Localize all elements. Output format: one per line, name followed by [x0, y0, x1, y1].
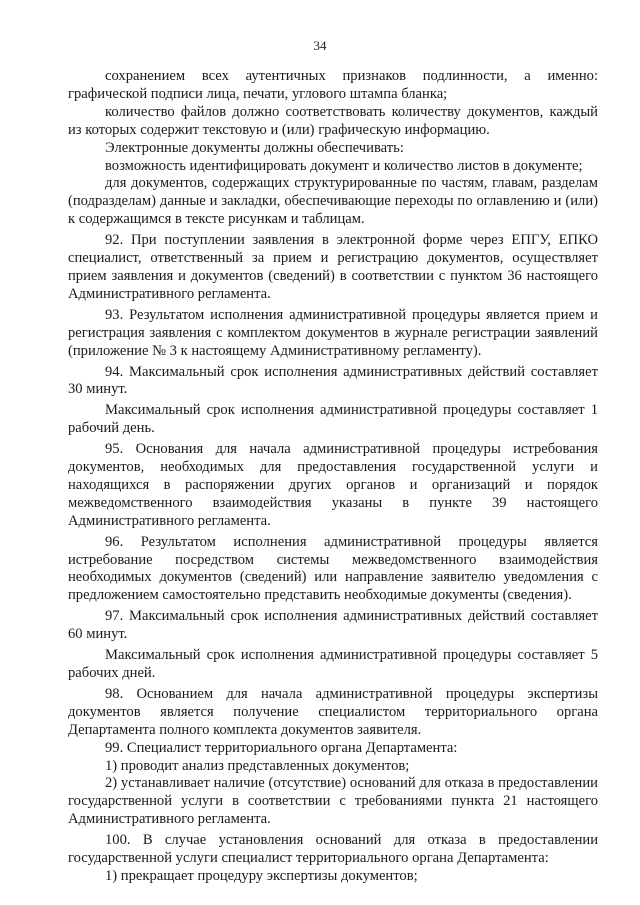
paragraph-file-count: количество файлов должно соответствовать количеству документов, каждый из которых содержит текстовую и (или) графическую информацию.: [68, 103, 598, 138]
paragraph-structured-documents: для документов, содержащих структурированные по частям, главам, разделам (подразделам) данные и закладки, обеспечивающие переходы по оглавлению и (или) к содержащимся в тексте рисункам и таблицам.: [68, 175, 598, 228]
paragraph-item-100: 100. В случае установления оснований для отказа в предоставлении государственной услуги специалист территориального органа Департамента:: [68, 832, 598, 867]
paragraph-item-95: 95. Основания для начала административной процедуры истребования документов, необходимых для предоставления государственной услуги и находящихся в распоряжении других органов и организаций и порядок межведомственного взаимодействия указаны в пункте 39 настоящего Административного регламента.: [68, 441, 598, 529]
paragraph-identify-document: возможность идентифицировать документ и количество листов в документе;: [105, 157, 583, 174]
paragraph-item-99-1: 1) проводит анализ представленных документов;: [105, 757, 410, 774]
paragraph-item-93: 93. Результатом исполнения административной процедуры является прием и регистрация заявления с комплектом документов в журнале регистрации заявлений (приложение № 3 к настоящему Административному регламенту).: [68, 306, 598, 359]
document-body: [68, 68, 598, 886]
paragraph-item-97: 97. Максимальный срок исполнения административных действий составляет 60 минут.: [68, 608, 598, 643]
paragraph-authenticity-features: сохранением всех аутентичных признаков подлинности, а именно: графической подписи лица, печати, углового штампа бланка;: [68, 68, 598, 102]
paragraph-item-98: 98. Основанием для начала административной процедуры экспертизы документов является получение специалистом территориального органа Департамента полного комплекта документов заявителя.: [68, 685, 598, 738]
paragraph-item-96: 96. Результатом исполнения административной процедуры является истребование посредством системы межведомственного взаимодействия необходимых документов (сведений) или направление заявителю уведомления с предложением самостоятельно представить необходимые документы (сведения).: [68, 533, 598, 604]
paragraph-item-92: 92. При поступлении заявления в электронной форме через ЕПГУ, ЕПКО специалист, ответственный за прием и регистрацию документов, осуществляет прием заявления и документов (сведений) в соответствии с пунктом 36 настоящего Административного регламента.: [68, 232, 598, 302]
page-number: 34: [313, 38, 327, 53]
paragraph-max-term-1-day: Максимальный срок исполнения административной процедуры составляет 1 рабочий день.: [68, 402, 598, 437]
paragraph-max-term-5-days: Максимальный срок исполнения административной процедуры составляет 5 рабочих дней.: [68, 647, 598, 681]
paragraph-item-99: 99. Специалист территориального органа Департамента:: [105, 739, 458, 756]
paragraph-item-100-1: 1) прекращает процедуру экспертизы документов;: [105, 867, 418, 884]
paragraph-electronic-docs-intro: Электронные документы должны обеспечивать:: [105, 139, 404, 156]
paragraph-item-94: 94. Максимальный срок исполнения административных действий составляет 30 минут.: [68, 363, 598, 398]
paragraph-item-99-2: 2) устанавливает наличие (отсутствие) оснований для отказа в предоставлении государственной услуги в соответствии с требованиями пункта 21 настоящего Административного регламента.: [68, 775, 598, 828]
